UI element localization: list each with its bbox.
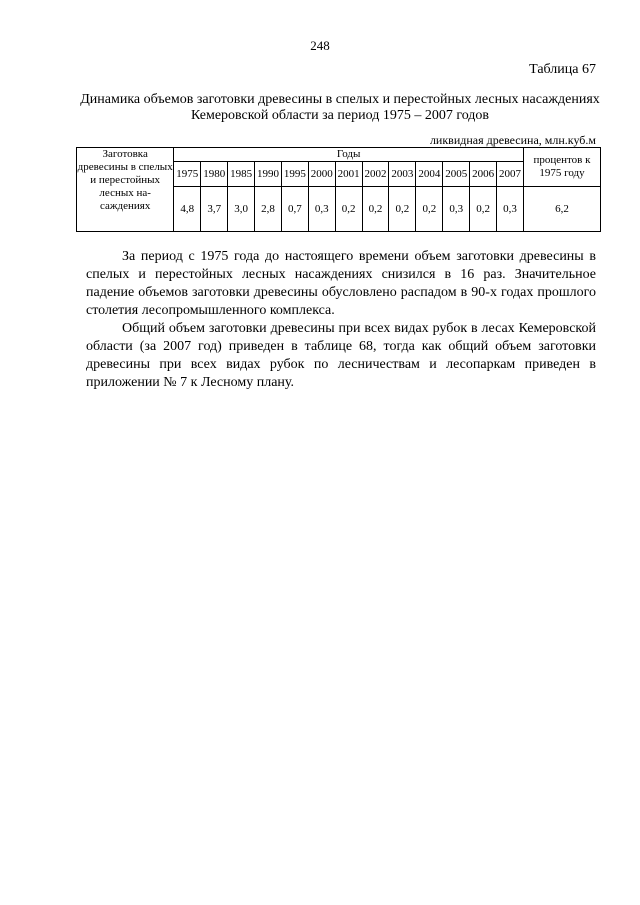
- value-cell: 0,2: [416, 187, 443, 232]
- value-cell: 0,2: [389, 187, 416, 232]
- year-cell: 2004: [416, 162, 443, 187]
- year-cell: 2007: [497, 162, 524, 187]
- harvest-table: [76, 147, 601, 232]
- header-years: Годы: [174, 148, 524, 162]
- paragraph: Общий объем заготовки древесины при всех видах рубок в лесах Кемеровской области (за 2007 год) приведен в таблице 68, тогда как общий объем заготовки древесины при всех видах рубок по лесничествам и лесопаркам приведен в приложении № 7 к Лесному плану.: [86, 321, 596, 390]
- paragraph: За период с 1975 года до настоящего времени объем заготовки древесины в спелых и перестойных лесных насаждениях снизился в 16 раз. Значительное падение объемов заготовки древесины обусловлено распадом в 90-х годах прошлого столетия лесопромышленного комплекса.: [86, 249, 596, 318]
- value-cell: 0,2: [362, 187, 389, 232]
- year-cell: 2005: [443, 162, 470, 187]
- page-number: 248: [310, 38, 330, 53]
- year-cell: 2000: [308, 162, 335, 187]
- table-title: Динамика объемов заготовки древесины в спелых и перестойных лесных насаждениях Кемеровской области за период 1975 – 2007 годов: [80, 92, 600, 123]
- value-cell: 0,2: [335, 187, 362, 232]
- year-cell: 1980: [201, 162, 228, 187]
- value-cell: 3,7: [201, 187, 228, 232]
- table-label: Таблица 67: [529, 62, 596, 77]
- percent-value-cell: 6,2: [523, 187, 600, 232]
- year-cell: 2002: [362, 162, 389, 187]
- body-text: [86, 248, 596, 392]
- year-cell: 2006: [470, 162, 497, 187]
- value-cell: 0,7: [281, 187, 308, 232]
- value-cell: 0,3: [308, 187, 335, 232]
- year-cell: 2003: [389, 162, 416, 187]
- value-cell: 0,2: [470, 187, 497, 232]
- value-cell: 4,8: [174, 187, 201, 232]
- year-cell: 1985: [228, 162, 255, 187]
- units-note: ликвидная древесина, млн.куб.м: [429, 133, 596, 147]
- header-percent: процентов к 1975 году: [523, 148, 600, 187]
- value-cell: 3,0: [228, 187, 255, 232]
- year-cell: 1995: [281, 162, 308, 187]
- year-cell: 2001: [335, 162, 362, 187]
- year-cell: 1990: [255, 162, 282, 187]
- value-cell: 2,8: [255, 187, 282, 232]
- year-cell: 1975: [174, 162, 201, 187]
- value-cell: 0,3: [497, 187, 524, 232]
- value-cell: 0,3: [443, 187, 470, 232]
- header-harvest-type: Заготовка древесины в спелых и перестойных лесных на-саждениях: [77, 148, 174, 232]
